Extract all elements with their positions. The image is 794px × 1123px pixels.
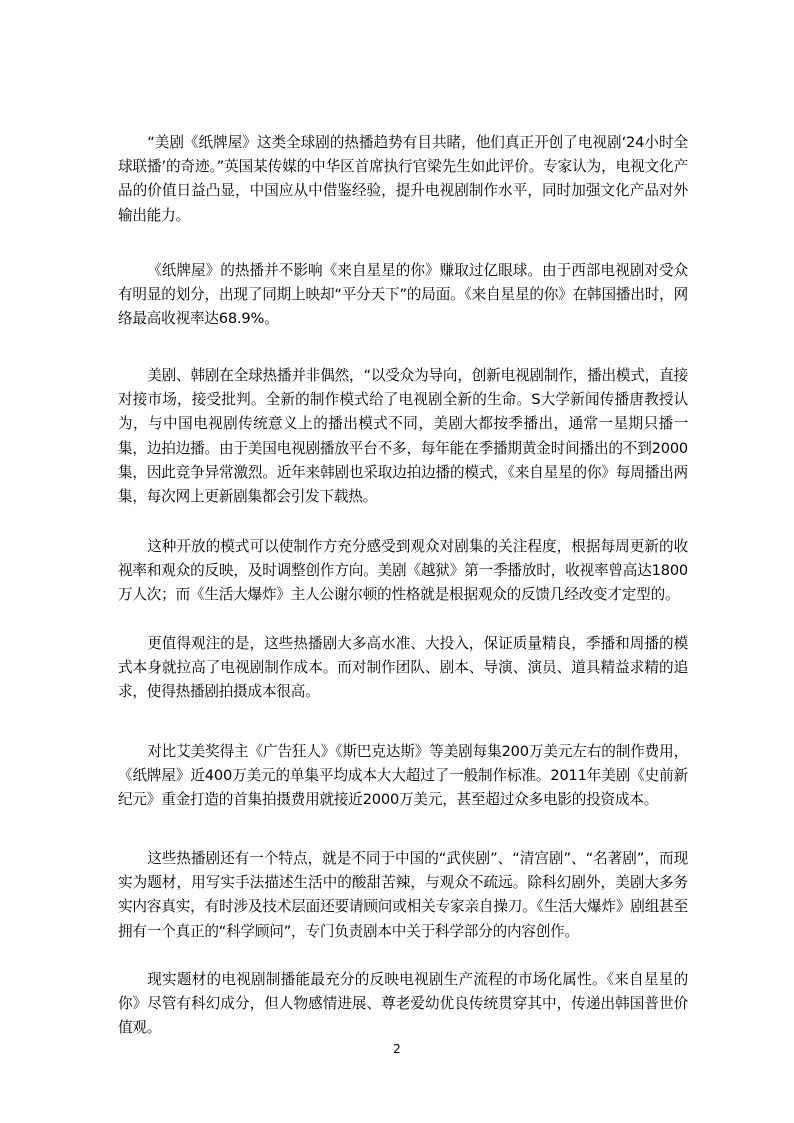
paragraph-4: 这种开放的模式可以使制作方充分感受到观众对剧集的关注程度，根据每周更新的收视率和观众的反映，及时调整创作方向。美剧《越狱》第一季播放时，收视率曾高达1800万人次；而《生活大爆炸》主人公谢尔顿的性格就是根据观众的反馈几经改变才定型的。 xyxy=(118,538,688,604)
paragraph-1: “美剧《纸牌屋》这类全球剧的热播趋势有目共睹，他们真正开创了电视剧‘24小时全球联播’的奇迹。”英国某传媒的中华区首席执行官梁先生如此评价。专家认为，电视文化产品的价值日益凸显，中国应从中借鉴经验，提升电视剧制作水平，同时加强文化产品对外输出能力。 xyxy=(118,134,688,224)
paragraph-7: 这些热播剧还有一个特点，就是不同于中国的“武侠剧”、“清宫剧”、“名著剧”，而现实为题材，用写实手法描述生活中的酸甜苦辣，与观众不疏远。除科幻剧外，美剧大多务实内容真实，有时涉及技术层面还要请顾问或相关专家亲自操刀。《生活大爆炸》剧组甚至拥有一个真正的“科学顾问”，专门负责剧本中关于科学部分的内容创作。 xyxy=(118,850,688,940)
page-number: 2 xyxy=(393,1042,401,1056)
paragraph-2: 《纸牌屋》的热播并不影响《来自星星的你》赚取过亿眼球。由于西部电视剧对受众有明显的划分，出现了同期上映却“平分天下”的局面。《来自星星的你》在韩国播出时，网络最高收视率达68.9%。 xyxy=(118,262,688,328)
paragraph-3: 美剧、韩剧在全球热播并非偶然，“以受众为导向，创新电视剧制作，播出模式，直接对接市场，接受批判。全新的制作模式给了电视剧全新的生命。S大学新闻传播唐教授认为，与中国电视剧传统意义上的播出模式不同，美剧大都按季播出，通常一星期只播一集，边拍边播。由于美国电视剧播放平台不多，每年能在季播期黄金时间播出的不到2000集，因此竞争异常激烈。近年来韩剧也采取边拍边播的模式，《来自星星的你》每周播出两集，每次网上更新剧集都会引发下载热。 xyxy=(118,367,688,506)
paragraph-6: 对比艾美奖得主《广告狂人》《斯巴克达斯》等美剧每集200万美元左右的制作费用，《纸牌屋》近400万美元的单集平均成本大大超过了一般制作标准。2011年美剧《史前新纪元》重金打造的首集拍摄费用就接近2000万美元，甚至超过众多电影的投资成本。 xyxy=(118,743,688,809)
paragraph-5: 更值得观注的是，这些热播剧大多高水准、大投入，保证质量精良，季播和周播的模式本身就拉高了电视剧制作成本。而对制作团队、剧本、导演、演员、道具精益求精的追求，使得热播剧拍摄成本很高。 xyxy=(118,635,688,701)
paragraph-8: 现实题材的电视剧制播能最充分的反映电视剧生产流程的市场化属性。《来自星星的你》尽管有科幻成分，但人物感情进展、尊老爱幼优良传统贯穿其中，传递出韩国普世价值观。 xyxy=(118,971,688,1037)
